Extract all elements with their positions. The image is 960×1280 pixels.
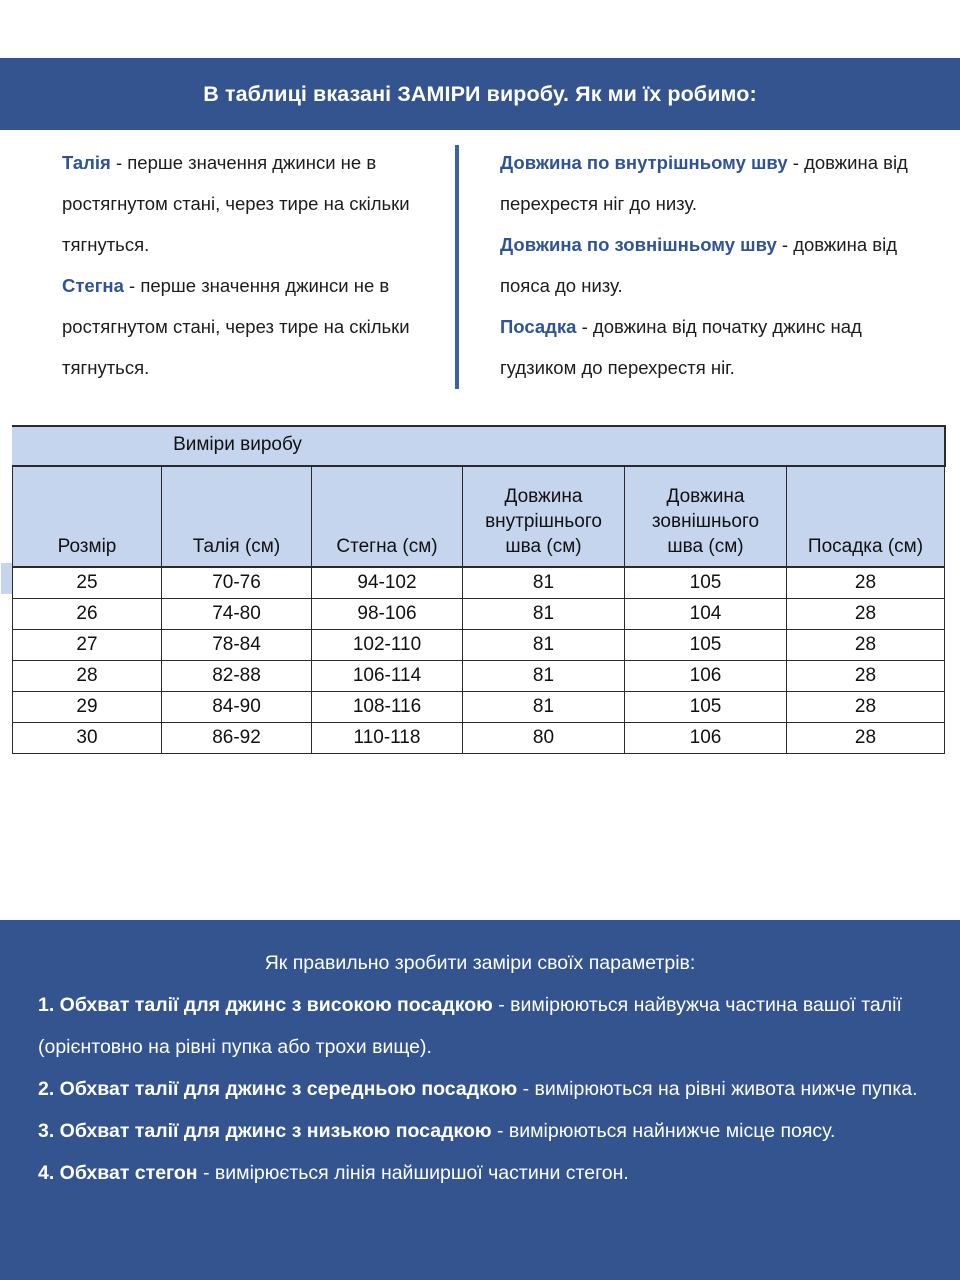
definition-outseam-term: Довжина по зовнішньому шву (500, 234, 777, 255)
cell-waist: 74-80 (162, 598, 312, 629)
cell-hips: 108-116 (312, 691, 463, 722)
cell-size: 30 (13, 722, 162, 753)
cell-size: 29 (13, 691, 162, 722)
table-row (13, 598, 945, 629)
cell-rise: 28 (787, 629, 945, 660)
table-merged-title: Виміри виробу (13, 426, 463, 466)
cell-rise: 28 (787, 660, 945, 691)
table-header-outseam-line-2: зовнішнього (651, 511, 760, 532)
definition-inseam (500, 142, 930, 224)
table-header-inseam-line-2: внутрішнього (485, 511, 602, 532)
definition-rise-term: Посадка (500, 316, 577, 337)
definitions-left-column (62, 142, 444, 388)
instruction-item-3-label: 3. Обхват талії для джинс з низькою посадкою (38, 1120, 492, 1142)
table-merged-filler-1 (463, 426, 625, 466)
definition-hips (62, 265, 444, 388)
table-header-outseam-line-1: Довжина (666, 486, 745, 507)
instruction-item-4-label: 4. Обхват стегон (38, 1162, 198, 1184)
cell-rise: 28 (787, 722, 945, 753)
cell-rise: 28 (787, 691, 945, 722)
instruction-item-2-label: 2. Обхват талії для джинс з середньою посадкою (38, 1078, 518, 1100)
table-header-outseam-line-3: шва (см) (667, 536, 744, 557)
cell-outseam: 105 (625, 691, 787, 722)
table-header-inseam-line-1: Довжина (504, 486, 583, 507)
instruction-item-2-text: - вимірюються на рівні живота нижче пупка. (517, 1078, 918, 1100)
cell-waist: 86-92 (162, 722, 312, 753)
top-banner-title: В таблиці вказані ЗАМІРИ виробу. Як ми їх робимо: (203, 81, 757, 106)
instruction-item-1-text: - вимірюються найвужча частина вашої талії (орієнтовно на рівні пупка або трохи вище). (38, 994, 902, 1058)
cell-outseam: 104 (625, 598, 787, 629)
table-row (13, 660, 945, 691)
table-header-waist: Талія (см) (162, 466, 312, 567)
table-header-hips: Стегна (см) (312, 466, 463, 567)
cell-hips: 102-110 (312, 629, 463, 660)
definition-inseam-text: - довжина від перехрестя ніг до низу. (500, 152, 908, 214)
column-divider (455, 145, 459, 389)
table-merged-filler-2 (625, 426, 787, 466)
table-header-size: Розмір (13, 466, 162, 567)
cell-waist: 82-88 (162, 660, 312, 691)
table-header-inseam-line-3: шва (см) (505, 536, 582, 557)
measurements-table (12, 425, 946, 754)
cell-inseam: 80 (463, 722, 625, 753)
definition-waist-term: Талія (62, 152, 111, 173)
instruction-item-1 (38, 984, 922, 1068)
cell-size: 28 (13, 660, 162, 691)
definition-waist-text: - перше значення джинси не в ростягнутом стані, через тире на скільки тягнуться. (62, 152, 410, 255)
cell-inseam: 81 (463, 629, 625, 660)
cell-rise: 28 (787, 598, 945, 629)
table-header-rise: Посадка (см) (787, 466, 945, 567)
definition-outseam-text: - довжина від пояса до низу. (500, 234, 898, 296)
table-header-row (13, 466, 945, 567)
cell-waist: 78-84 (162, 629, 312, 660)
cell-outseam: 105 (625, 629, 787, 660)
cell-inseam: 81 (463, 598, 625, 629)
cell-hips: 106-114 (312, 660, 463, 691)
cell-waist: 84-90 (162, 691, 312, 722)
cell-hips: 110-118 (312, 722, 463, 753)
cell-inseam: 81 (463, 691, 625, 722)
cell-waist: 70-76 (162, 567, 312, 598)
cell-size: 26 (13, 598, 162, 629)
table-merged-filler-3 (787, 426, 945, 466)
instruction-item-4-text: - вимірюється лінія найширшої частини стегон. (197, 1162, 629, 1184)
top-banner (0, 58, 960, 130)
instruction-item-4 (38, 1152, 922, 1194)
cell-hips: 98-106 (312, 598, 463, 629)
cell-outseam: 106 (625, 660, 787, 691)
cell-size: 25 (13, 567, 162, 598)
table-row (13, 567, 945, 598)
cell-size: 27 (13, 629, 162, 660)
table-header-inseam (463, 466, 625, 567)
table-row (13, 629, 945, 660)
cell-rise: 28 (787, 567, 945, 598)
cell-inseam: 81 (463, 660, 625, 691)
instruction-item-3 (38, 1110, 922, 1152)
definition-hips-term: Стегна (62, 275, 124, 296)
instructions-heading: Як правильно зробити заміри своїх параметрів: (264, 952, 696, 974)
table-merged-title-row (13, 426, 945, 466)
table-row (13, 691, 945, 722)
cell-outseam: 105 (625, 567, 787, 598)
definition-rise-text: - довжина від початку джинс над гудзиком до перехрестя ніг. (500, 316, 862, 378)
instruction-item-3-text: - вимірюються найнижче місце поясу. (491, 1120, 836, 1142)
definition-hips-text: - перше значення джинси не в ростягнутом стані, через тире на скільки тягнуться. (62, 275, 410, 378)
instruction-item-1-label: 1. Обхват талії для джинс з високою посадкою (38, 994, 493, 1016)
instruction-item-2 (38, 1068, 922, 1110)
cell-hips: 94-102 (312, 567, 463, 598)
row-selection-strip (1, 563, 12, 594)
cell-inseam: 81 (463, 567, 625, 598)
table-row (13, 722, 945, 753)
table-header-outseam (625, 466, 787, 567)
instructions-panel (0, 920, 960, 1280)
cell-outseam: 106 (625, 722, 787, 753)
definitions-right-column (500, 142, 930, 388)
definition-waist (62, 142, 444, 265)
definitions-section (0, 142, 960, 392)
definition-rise (500, 306, 930, 388)
definition-inseam-term: Довжина по внутрішньому шву (500, 152, 788, 173)
definition-outseam (500, 224, 930, 306)
measurements-table-container (12, 425, 944, 754)
